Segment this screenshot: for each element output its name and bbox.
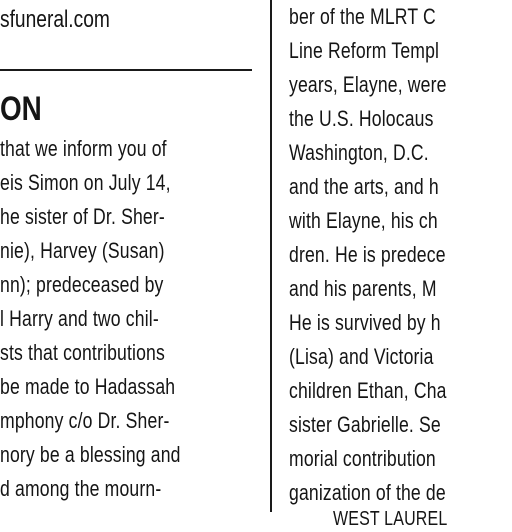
left-text-line: nie), Harvey (Susan) xyxy=(0,238,165,263)
right-text-line: ber of the MLRT C xyxy=(289,4,436,29)
left-text-line: l Harry and two chil- xyxy=(0,306,159,331)
right-text-line: Washington, D.C. xyxy=(289,140,429,165)
right-text-line: morial contribution xyxy=(289,446,436,471)
right-text-line: and the arts, and h xyxy=(289,174,439,199)
right-text-line: dren. He is predece xyxy=(289,242,446,267)
right-text-line: Line Reform Templ xyxy=(289,38,440,63)
left-text-line: d among the mourn- xyxy=(0,476,162,501)
right-text-line: years, Elayne, were xyxy=(289,72,447,97)
column-divider xyxy=(270,0,272,512)
right-text-line: He is survived by h xyxy=(289,310,441,335)
left-text-line: mphony c/o Dr. Sher- xyxy=(0,408,170,433)
left-text-line: sts that contributions xyxy=(0,340,165,365)
right-text-line: sister Gabrielle. Se xyxy=(289,412,441,437)
left-text-line: be made to Hadassah xyxy=(0,374,176,399)
right-text-line: children Ethan, Cha xyxy=(289,378,447,403)
right-text-line: with Elayne, his ch xyxy=(289,208,438,233)
right-text-line: the U.S. Holocaus xyxy=(289,106,434,131)
right-text-line: and his parents, M xyxy=(289,276,437,301)
right-text-line: (Lisa) and Victoria xyxy=(289,344,434,369)
left-text-line: that we inform you of xyxy=(0,136,167,161)
left-text-line: nory be a blessing and xyxy=(0,442,181,467)
right-bottom-clipped-heading: WEST LAUREL xyxy=(333,508,448,530)
right-column xyxy=(289,0,512,530)
left-text-line: eis Simon on July 14, xyxy=(0,170,171,195)
obituary-heading: ON xyxy=(0,90,42,128)
right-text-line: ganization of the de xyxy=(289,480,446,505)
funeral-home-url: sfuneral.com xyxy=(0,6,110,33)
section-divider xyxy=(0,69,252,71)
left-text-line: nn); predeceased by xyxy=(0,272,164,297)
left-top-clipped-text xyxy=(0,0,60,4)
left-column xyxy=(0,0,254,512)
left-text-line: he sister of Dr. Sher- xyxy=(0,204,165,229)
